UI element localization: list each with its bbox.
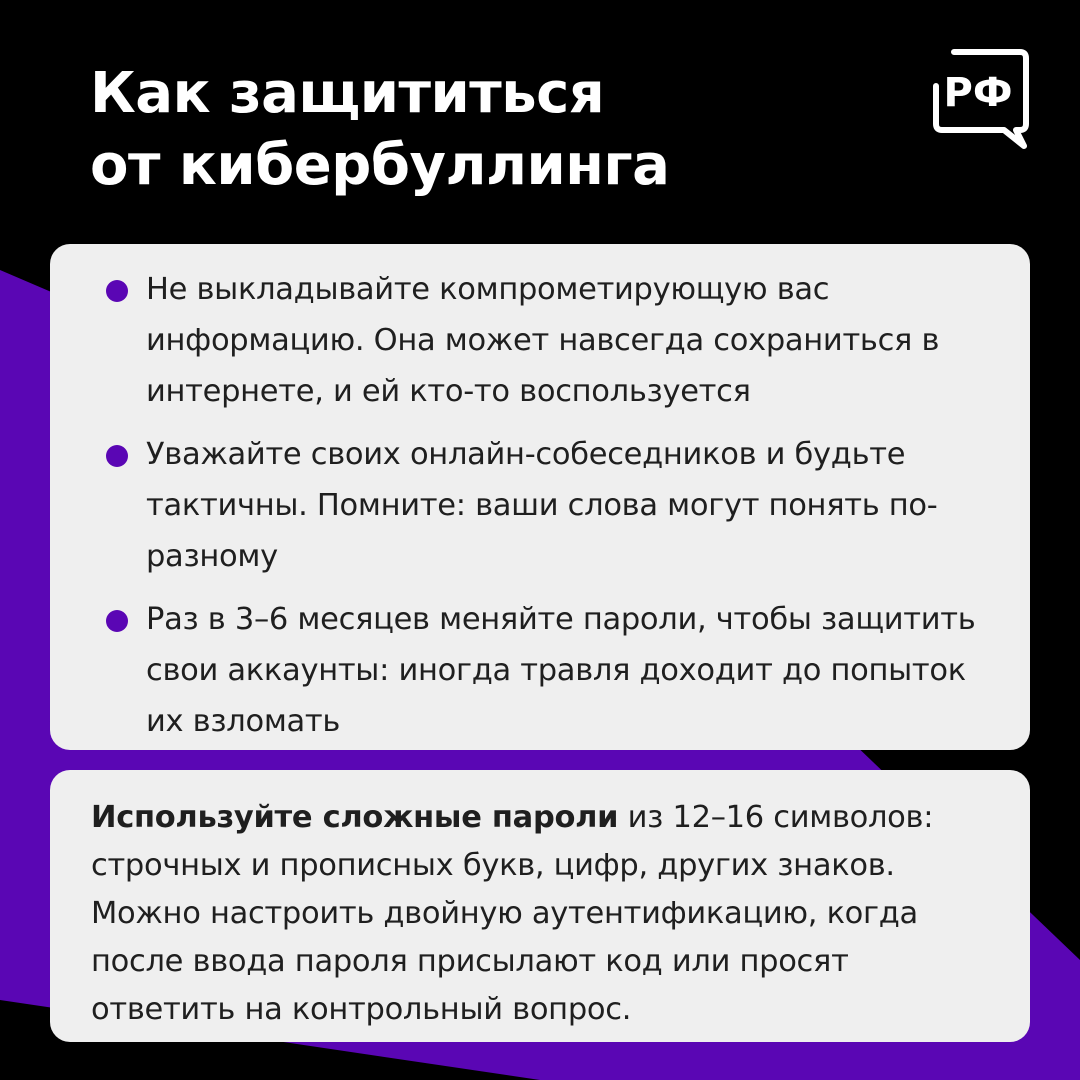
- tip-item: [106, 429, 990, 582]
- bullet-dot-icon: [106, 610, 128, 632]
- page-title: [90, 58, 669, 202]
- note-bold-lead: Используйте сложные пароли: [91, 800, 619, 835]
- title-line-1: Как защититься: [90, 61, 605, 126]
- tip-text: Уважайте своих онлайн-собеседников и будьте тактичны. Помните: ваши слова могут понять по-разному: [146, 437, 938, 574]
- tip-text: Не выкладывайте компрометирующую вас информацию. Она может навсегда сохраниться в интернете, и ей кто-то воспользуется: [146, 272, 940, 409]
- bullet-dot-icon: [106, 445, 128, 467]
- tip-item: [106, 594, 990, 747]
- tip-text: Раз в 3–6 месяцев меняйте пароли, чтобы защитить свои аккаунты: иногда травля доходит до попыток их взломать: [146, 602, 976, 739]
- title-line-2: от кибербуллинга: [90, 133, 670, 198]
- tips-list: [106, 264, 990, 747]
- password-note-card: [50, 770, 1030, 1042]
- note-body: из 12–16 символов: строчных и прописных букв, цифр, других знаков. Можно настроить двойную аутентификацию, когда после ввода пароля присылают код или просят ответить на контрольный вопрос.: [91, 800, 934, 1027]
- logo-text: РФ: [943, 70, 1013, 116]
- bullet-dot-icon: [106, 280, 128, 302]
- rf-logo-icon: [926, 46, 1034, 154]
- tip-item: [106, 264, 990, 417]
- tips-card: [50, 244, 1030, 750]
- password-note: [91, 794, 990, 1034]
